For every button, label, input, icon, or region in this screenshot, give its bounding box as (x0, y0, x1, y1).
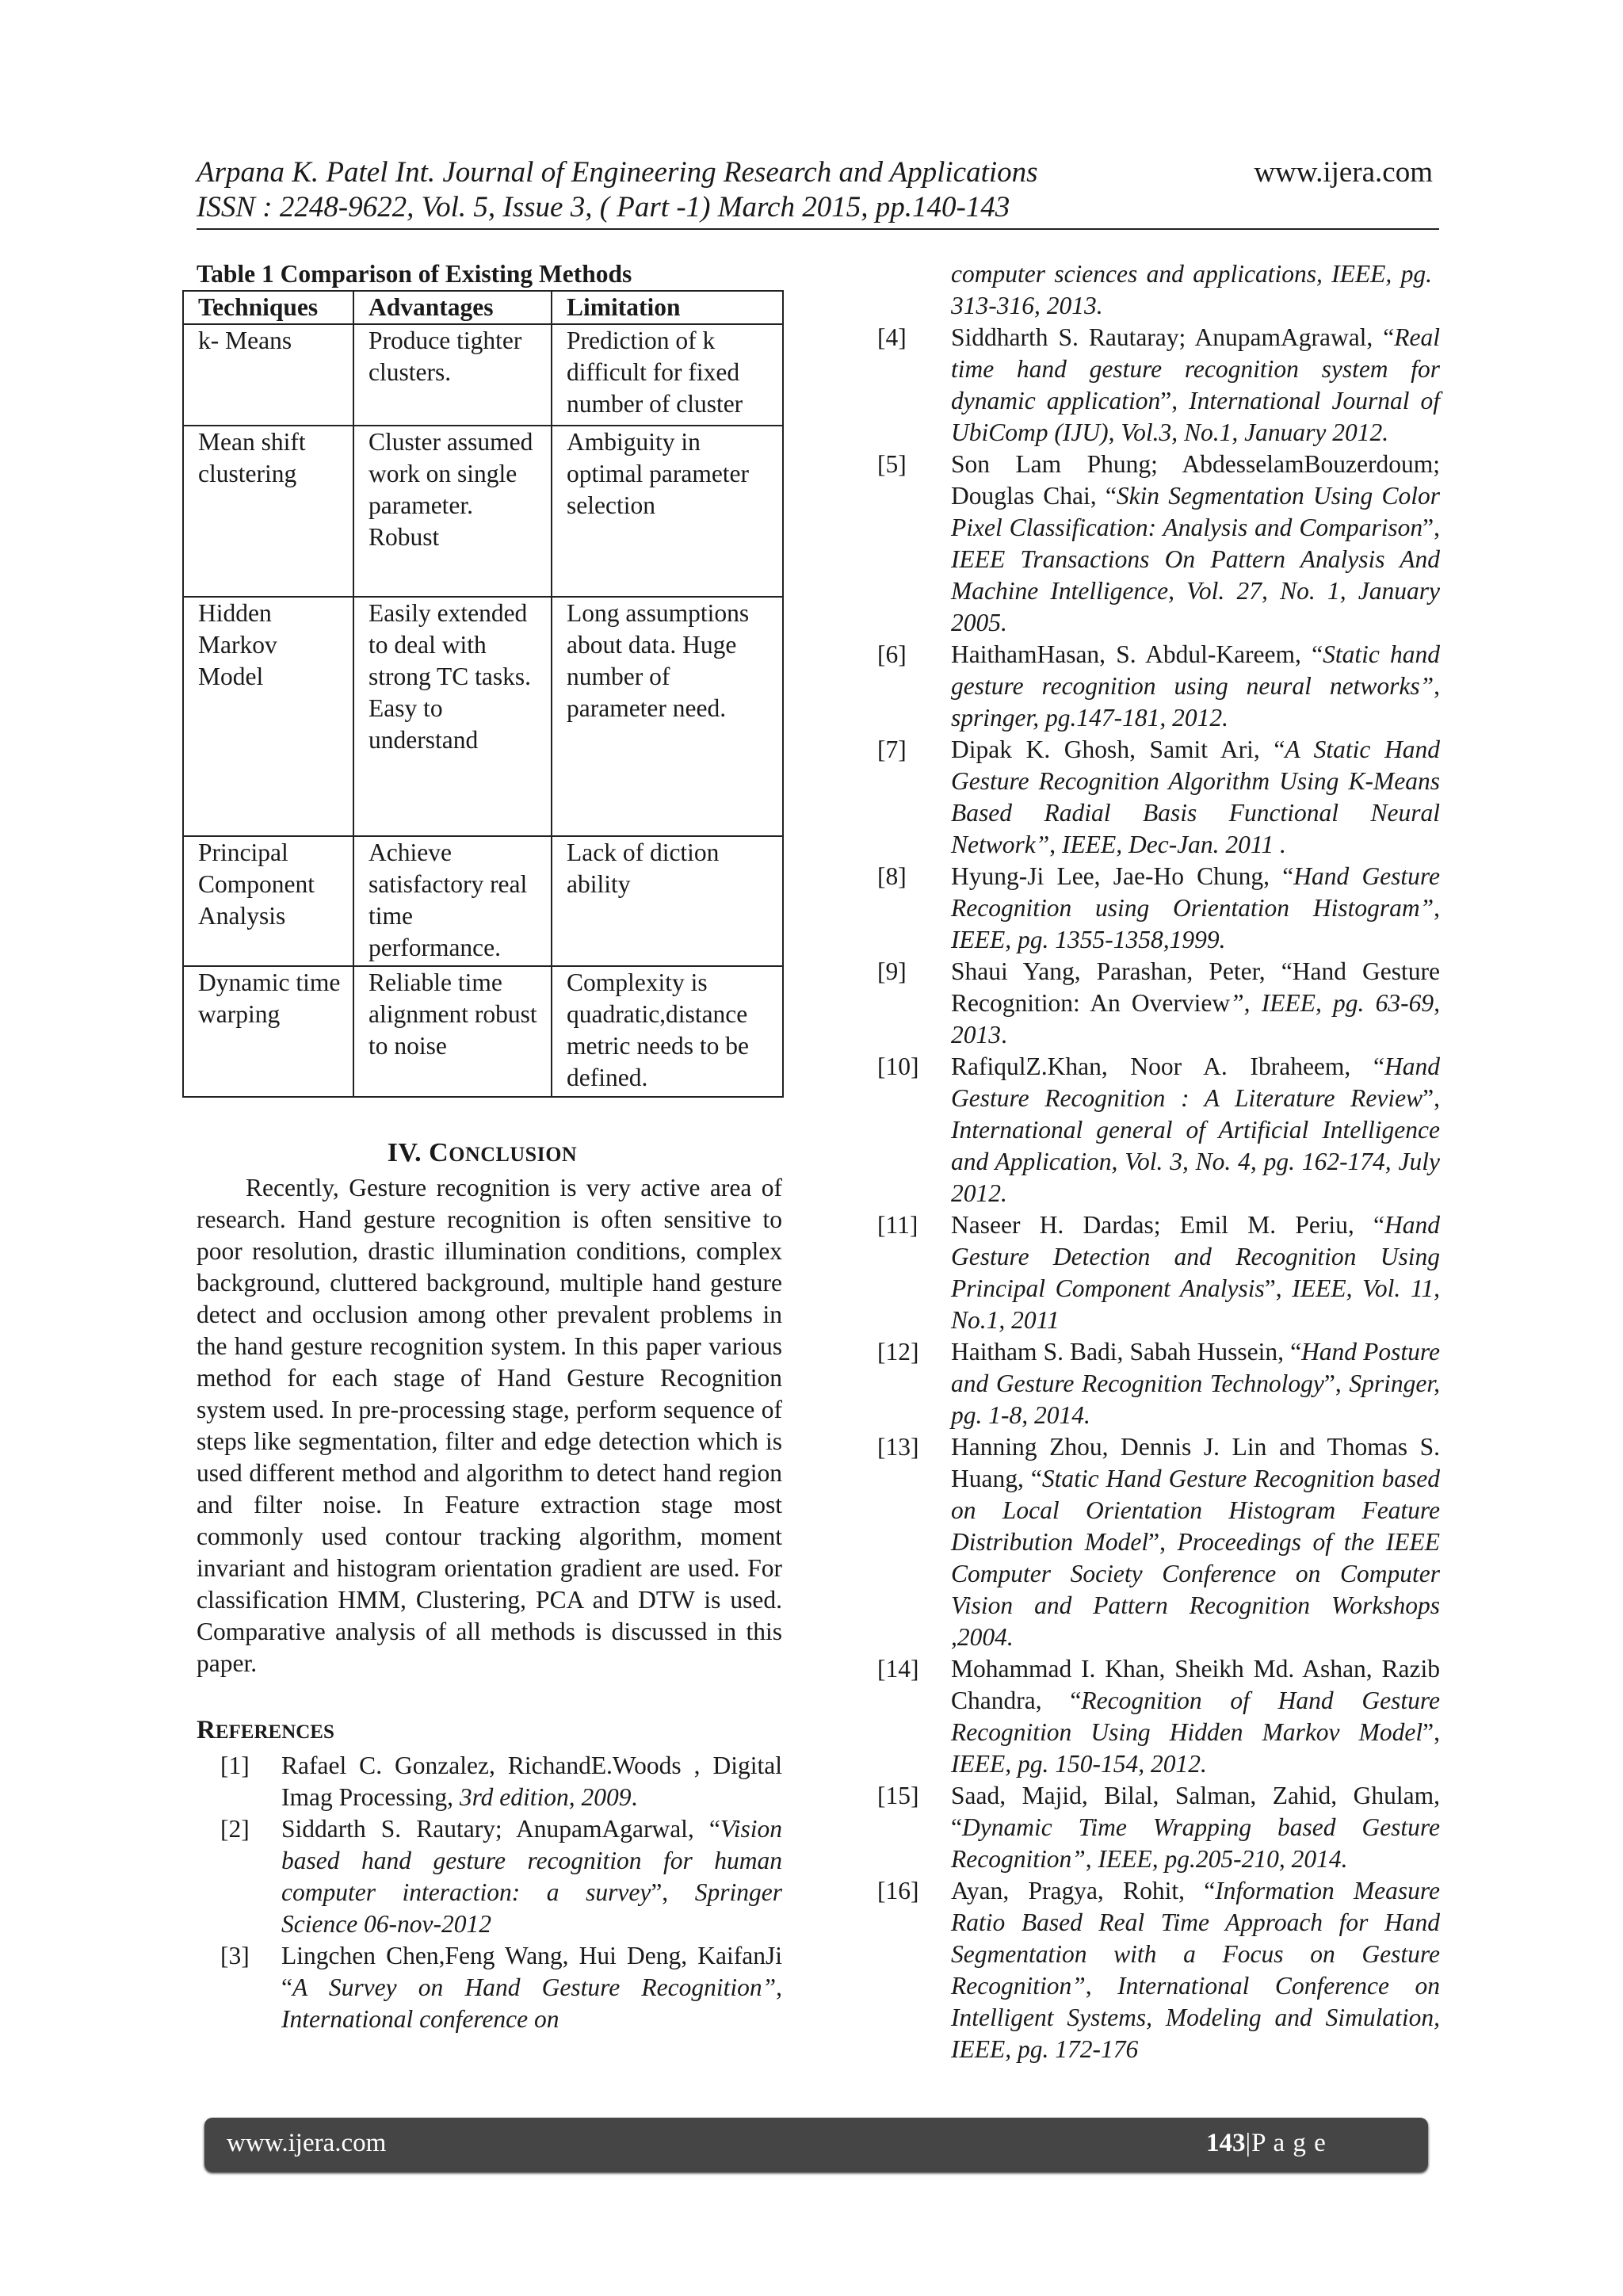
table-cell-advantages: Reliable time alignment robust to noise (353, 966, 552, 1097)
table-cell-technique: Dynamic time warping (183, 966, 353, 1097)
reference-item: [16] Ayan, Pragya, Rohit, “Information Measure Ratio Based Real Time Approach for Hand Segmentation with a Focus on Gesture Recognition”, International Conference on Intelligent Systems, Modeling and Simulation, IEEE, pg. 172-176 (877, 1877, 1441, 2063)
left-column (182, 258, 782, 2035)
right-column (877, 258, 1440, 2065)
reference-item: [15] Saad, Majid, Bilal, Salman, Zahid, Ghulam, “Dynamic Time Wrapping based Gesture Recognition”, IEEE, pg.205-210, 2014. (877, 1782, 1440, 1873)
reference-item: [6] HaithamHasan, S. Abdul-Kareem, “Static hand gesture recognition using neural networks”, springer, pg.147-181, 2012. (877, 640, 1440, 732)
reference-item: [11] Naseer H. Dardas; Emil M. Periu, “Hand Gesture Detection and Recognition Using Principal Component Analysis”, IEEE, Vol. 11, No.1, 2011 (877, 1211, 1440, 1334)
reference-item: [14] Mohammad I. Khan, Sheikh Md. Ashan, Razib Chandra, “Recognition of Hand Gesture Recognition Using Hidden Markov Model”, IEEE, pg. 150-154, 2012. (877, 1655, 1440, 1778)
table-cell-technique: Mean shift clustering (183, 426, 353, 597)
table-cell-limitation: Complexity is quadratic,distance metric needs to be defined. (552, 966, 783, 1097)
page-footer (204, 2118, 1428, 2172)
reference-item: [9] Shaui Yang, Parashan, Peter, “Hand Gesture Recognition: An Overview”, IEEE, pg. 63-69, 2013. (877, 957, 1440, 1049)
header-website: www.ijera.com (1254, 156, 1433, 189)
table-caption: Table 1 Comparison of Existing Methods (197, 260, 632, 288)
table-header-cell: Techniques (183, 291, 353, 324)
footer-website: www.ijera.com (227, 2129, 387, 2157)
table-cell-limitation: Long assumptions about data. Huge number of parameter need. (552, 597, 783, 836)
reference-item: [8] Hyung-Ji Lee, Jae-Ho Chung, “Hand Gesture Recognition using Orientation Histogram”, IEEE, pg. 1355-1358,1999. (877, 862, 1440, 953)
table-cell-limitation: Prediction of k difficult for fixed number of cluster (552, 324, 783, 426)
header-divider (197, 228, 1439, 230)
reference-continuation: computer sciences and applications, IEEE, pg. 313-316, 2013. (951, 260, 1432, 319)
conclusion-heading: IV. CONCLUSION (387, 1138, 578, 1167)
reference-item: [2] Siddarth S. Rautary; AnupamAgarwal, “Vision based hand gesture recognition for human computer interaction: a survey”, Springer Science 06-nov-2012 (220, 1815, 782, 1938)
table-cell-advantages: Achieve satisfactory real time performance. (353, 836, 552, 966)
comparison-table (182, 290, 784, 1098)
issn-line: ISSN : 2248-9622, Vol. 5, Issue 3, ( Part -1) March 2015, pp.140-143 (197, 191, 1010, 223)
reference-item: [1] Rafael C. Gonzalez, RichandE.Woods , Digital Imag Processing, 3rd edition, 2009. (220, 1752, 782, 1811)
table-header-cell: Advantages (353, 291, 552, 324)
reference-item: [7] Dipak K. Ghosh, Samit Ari, “A Static Hand Gesture Recognition Algorithm Using K-Means Based Radial Basis Functional Neural Network”, IEEE, Dec-Jan. 2011 . (877, 735, 1440, 858)
table-row (183, 426, 783, 597)
reference-item: [3] Lingchen Chen,Feng Wang, Hui Deng, KaifanJi “A Survey on Hand Gesture Recognition”, International conference on (220, 1942, 782, 2033)
reference-item: [12] Haitham S. Badi, Sabah Hussein, “Hand Posture and Gesture Recognition Technology”, Springer, pg. 1-8, 2014. (877, 1338, 1441, 1429)
table-cell-technique: k- Means (183, 324, 353, 426)
reference-item: [4] Siddharth S. Rautaray; AnupamAgrawal, “Real time hand gesture recognition system for dynamic application”, International Journal of UbiComp (IJU), Vol.3, No.1, January 2012. (877, 323, 1441, 446)
table-cell-technique: Hidden Markov Model (183, 597, 353, 836)
reference-item: [5] Son Lam Phung; AbdesselamBouzerdoum; Douglas Chai, “Skin Segmentation Using Color Pixel Classification: Analysis and Comparison”, IEEE Transactions On Pattern Analysis And Machine Intelligence, Vol. 27, No. 1, January 2005. (877, 450, 1440, 636)
table-cell-advantages: Easily extended to deal with strong TC tasks. Easy to understand (353, 597, 552, 836)
table-row (183, 324, 783, 426)
table-header-row (183, 291, 783, 324)
table-cell-technique: Principal Component Analysis (183, 836, 353, 966)
page-number: 143|P a g e (1206, 2129, 1327, 2157)
reference-item: [10] RafiqulZ.Khan, Noor A. Ibraheem, “Hand Gesture Recognition : A Literature Review”, International general of Artificial Intelligence and Application, Vol. 3, No. 4, pg. 162-174, July 2012. (877, 1052, 1440, 1207)
journal-title: Arpana K. Patel Int. Journal of Engineering Research and Applications (197, 156, 1038, 189)
table-row (183, 597, 783, 836)
table-row (183, 836, 783, 966)
table-cell-limitation: Ambiguity in optimal parameter selection (552, 426, 783, 597)
reference-item: [13] Hanning Zhou, Dennis J. Lin and Thomas S. Huang, “Static Hand Gesture Recognition based on Local Orientation Histogram Feature Distribution Model”, Proceedings of the IEEE Computer Society Conference on Computer Vision and Pattern Recognition Workshops ,2004. (877, 1433, 1441, 1651)
table-header-cell: Limitation (552, 291, 783, 324)
page-header (197, 155, 1433, 225)
conclusion-paragraph: Recently, Gesture recognition is very active area of research. Hand gesture recognition is often sensitive to poor resolution, drastic illumination conditions, complex background, cluttered background, multiple hand gesture detect and occlusion among other prevalent problems in the hand gesture recognition system. In this paper various method for each stage of Hand Gesture Recognition system used. In pre-processing stage, perform sequence of steps like segmentation, filter and edge detection which is used different method and algorithm to detect hand region and filter noise. In Feature extraction stage most commonly used contour tracking algorithm, moment invariant and histogram orientation gradient are used. For classification HMM, Clustering, PCA and DTW is used. Comparative analysis of all methods is discussed in this paper. (197, 1174, 782, 1677)
table-row (183, 966, 783, 1097)
table-cell-advantages: Cluster assumed work on single parameter. Robust (353, 426, 552, 597)
references-heading: REFERENCES (197, 1716, 334, 1744)
table-cell-limitation: Lack of diction ability (552, 836, 783, 966)
table-cell-advantages: Produce tighter clusters. (353, 324, 552, 426)
